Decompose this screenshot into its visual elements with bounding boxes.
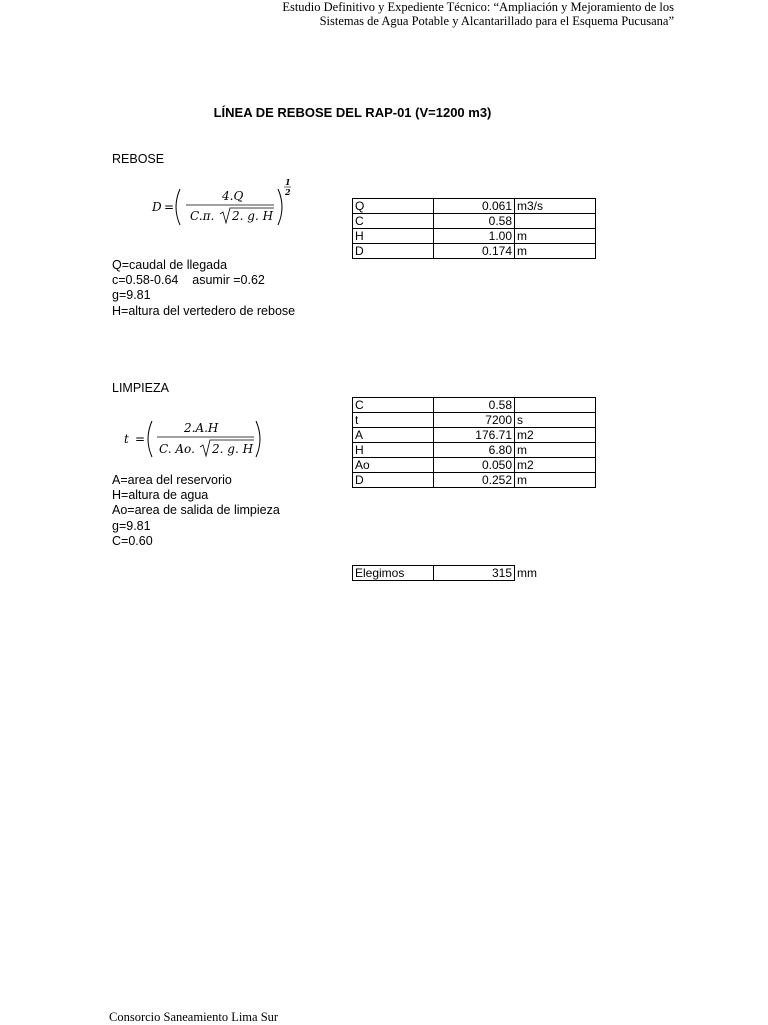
note-line: g=9.81 (112, 518, 151, 533)
table-row (353, 458, 596, 473)
rebose-formula-numerator: 4.Q (222, 189, 244, 203)
cell-value: 0.58 (434, 214, 515, 229)
header-line-1: Estudio Definitivo y Expediente Técnico: “Ampliación y Mejoramiento de los (282, 0, 674, 14)
rebose-notes (112, 258, 295, 319)
cell-key: C (353, 398, 434, 413)
rebose-right-paren (278, 189, 282, 225)
cell-value: 176.71 (434, 428, 515, 443)
svg-text:2. g. H: 2. g. H (232, 209, 274, 223)
table-row (353, 244, 596, 259)
limpieza-heading: LIMPIEZA (112, 381, 169, 395)
cell-value: 315 (434, 566, 515, 581)
cell-key: D (353, 244, 434, 259)
limpieza-notes (112, 473, 280, 549)
document-footer: Consorcio Saneamiento Lima Sur (109, 1010, 279, 1024)
note-line: Ao=area de salida de limpieza (112, 503, 280, 518)
svg-text:C. Ao.: C. Ao. (159, 442, 195, 456)
limpieza-left-paren (148, 421, 152, 457)
cell-value: 0.050 (434, 458, 515, 473)
cell-key: D (353, 473, 434, 488)
cell-unit: m (515, 229, 596, 244)
limpieza-formula-numerator: 2.A.H (184, 421, 219, 435)
rebose-exponent-num: 1 (285, 177, 291, 187)
cell-key: Elegimos (353, 566, 434, 581)
cell-key: t (353, 413, 434, 428)
table-row (353, 443, 596, 458)
cell-value: 7200 (434, 413, 515, 428)
cell-unit (515, 398, 596, 413)
table-row (353, 398, 596, 413)
cell-key: Ao (353, 458, 434, 473)
svg-text:=: = (135, 432, 146, 446)
cell-key: H (353, 443, 434, 458)
cell-unit: m (515, 473, 596, 488)
note-line: H=altura de agua (112, 488, 209, 503)
svg-text:C.π.: C.π. (190, 209, 215, 223)
note-line: H=altura del vertedero de rebose (112, 303, 296, 318)
cell-key: A (353, 428, 434, 443)
elegimos-table (352, 565, 595, 581)
limpieza-right-paren (256, 421, 260, 457)
limpieza-formula-lhs: t (124, 432, 129, 446)
cell-unit: m (515, 443, 596, 458)
table-row (353, 199, 596, 214)
cell-value: 1.00 (434, 229, 515, 244)
note-line: c=0.58-0.64 asumir =0.62 (112, 273, 265, 288)
cell-key: Q (353, 199, 434, 214)
rebose-formula (150, 175, 310, 235)
cell-key: H (353, 229, 434, 244)
note-line: g=9.81 (112, 288, 151, 303)
rebose-table (352, 198, 596, 259)
rebose-heading: REBOSE (112, 152, 165, 166)
svg-text:2. g. H: 2. g. H (212, 442, 254, 456)
cell-unit: m3/s (515, 199, 596, 214)
svg-text:=: = (164, 200, 175, 214)
cell-value: 0.252 (434, 473, 515, 488)
cell-unit: m2 (515, 428, 596, 443)
table-row (353, 473, 596, 488)
rebose-formula-lhs: D (152, 200, 162, 214)
table-row (353, 413, 596, 428)
note-line: Q=caudal de llegada (112, 258, 228, 272)
cell-value: 6.80 (434, 443, 515, 458)
note-line: A=area del reservorio (112, 473, 232, 487)
cell-unit: m (515, 244, 596, 259)
document-header (282, 0, 674, 28)
rebose-exponent-den: 2 (285, 187, 291, 197)
cell-unit: s (515, 413, 596, 428)
cell-key: C (353, 214, 434, 229)
header-line-2: Sistemas de Agua Potable y Alcantarillado para el Esquema Pucusana” (319, 14, 674, 28)
table-row (353, 566, 596, 581)
limpieza-formula (122, 413, 272, 465)
rebose-left-paren (176, 189, 180, 225)
cell-value: 0.58 (434, 398, 515, 413)
cell-unit: mm (517, 566, 537, 580)
table-row (353, 214, 596, 229)
note-line: C=0.60 (112, 533, 153, 548)
limpieza-table (352, 397, 596, 488)
cell-value: 0.061 (434, 199, 515, 214)
cell-value: 0.174 (434, 244, 515, 259)
page-title: LÍNEA DE REBOSE DEL RAP-01 (V=1200 m3) (213, 105, 492, 120)
cell-unit (515, 214, 596, 229)
cell-unit: m2 (515, 458, 596, 473)
table-row (353, 428, 596, 443)
table-row (353, 229, 596, 244)
